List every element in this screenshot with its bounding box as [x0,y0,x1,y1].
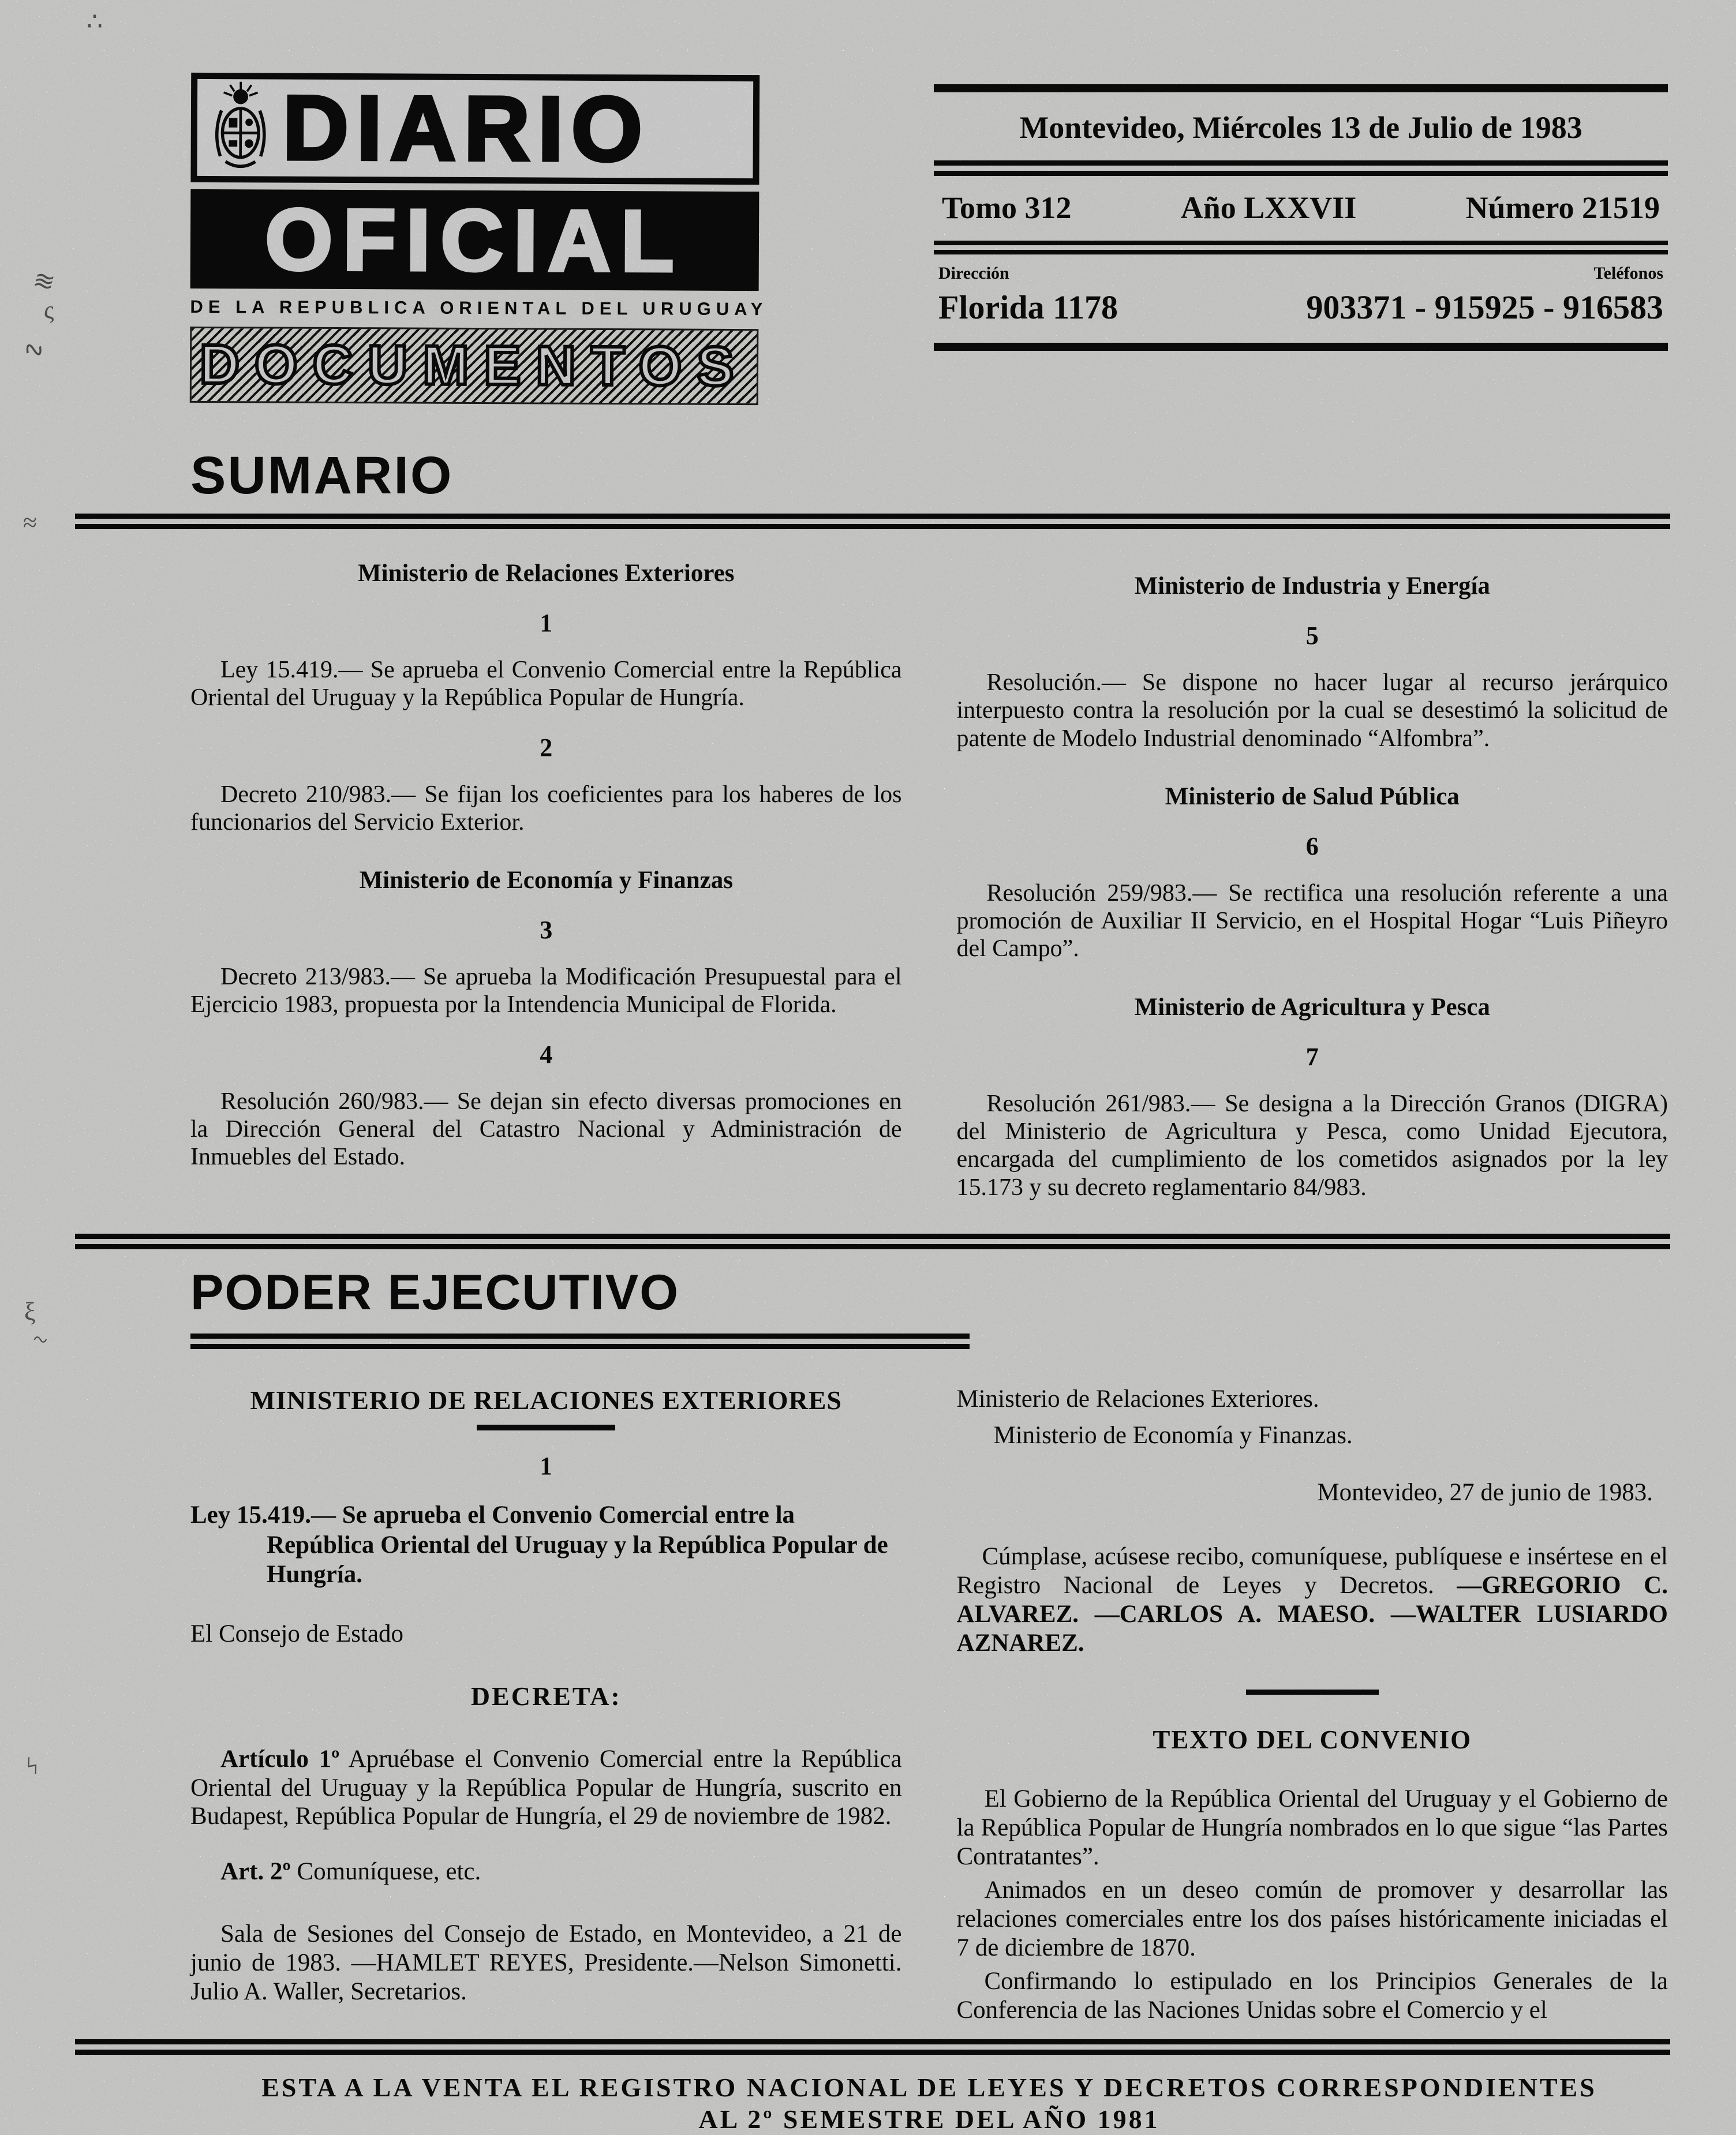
item-number: 1 [190,1451,902,1481]
scan-smudge: ≋ [30,264,58,298]
cumplase-paragraph [957,1542,1668,1658]
sumario-title: SUMARIO [190,449,1668,502]
poder-ejecutivo-title: PODER EJECUTIVO [190,1268,1668,1317]
sumario-entry: Resolución 261/983.— Se designa a la Dirección Granos (DIGRA) del Ministerio de Agricultura y Pesca, como Unidad Ejecutora, encargada del cumplimiento de los cometidos asignados por la ley 15.173 y su decreto reglamentario 84/983. [957,1090,1668,1201]
item-number: 2 [190,733,902,762]
articulo-2 [190,1857,902,1886]
telefonos-label: Teléfonos [1593,264,1663,283]
documentos-banner [190,327,759,405]
divider-rule [1246,1690,1379,1695]
direccion-value: Florida 1178 [938,288,1118,327]
heading-underline [477,1425,615,1430]
numero-value: Número 21519 [1466,190,1660,226]
sumario-entry: Decreto 210/983.— Se fijan los coeficientes para los haberes de los funcionarios del Servicio Exterior. [190,781,902,837]
articulo-2-text: Comuníquese, etc. [291,1858,481,1885]
sumario-entry: Ley 15.419.— Se aprueba el Convenio Comercial entre la República Oriental del Uruguay y la República Popular de Hungría. [190,656,902,712]
ministry-heading: Ministerio de Salud Pública [957,782,1668,811]
scan-smudge: ~ [29,1324,51,1356]
ministry-heading: Ministerio de Relaciones Exteriores [190,559,902,587]
item-number: 3 [190,915,902,945]
ministry-line-2: Ministerio de Economía y Finanzas. [957,1421,1668,1449]
articulo-2-lead: Art. 2º [220,1858,291,1885]
poder-columns [190,1385,1668,2025]
direccion-label: Dirección [938,264,1009,283]
ministry-section-heading: MINISTERIO DE RELACIONES EXTERIORES [190,1385,902,1415]
divider-rule [934,84,1668,92]
issue-dateline: Montevideo, Miércoles 13 de Julio de 1983 [934,110,1668,145]
ministry-line-1: Ministerio de Relaciones Exteriores. [957,1385,1668,1413]
sumario-divider [75,514,1670,529]
masthead-logo-block [190,73,760,405]
item-number: 1 [190,608,902,638]
divider-rule [934,160,1668,176]
divider-rule [934,241,1668,254]
poder-left-column [190,1385,902,2025]
convenio-paragraph-2: Animados en un deseo común de promover y desarrollar las relaciones comerciales entre los dos países históricamente iniciadas el 7 de diciembre de 1870. [957,1876,1668,1962]
oficial-title: OFICIAL [265,196,684,284]
consejo-line: El Consejo de Estado [190,1620,902,1649]
issue-labels-row [934,254,1668,283]
convenio-paragraph-1: El Gobierno de la República Oriental del Uruguay y el Gobierno de la República Popular de Hungría nombrados en lo que sigue “las Partes Contratantes”. [957,1785,1668,1871]
item-number: 7 [957,1042,1668,1072]
scan-smudge: ∿ [18,332,48,367]
tomo-value: Tomo 312 [942,190,1072,226]
documentos-title: DOCUMENTOS [200,337,749,395]
scan-smudge: ξ [24,1297,36,1327]
dateline: Montevideo, 27 de junio de 1983. [957,1478,1668,1507]
footer-rule [75,2039,1670,2055]
footer-line-2: AL 2º SEMESTRE DEL AÑO 1981 [190,2104,1668,2135]
signers: —GREGORIO C. ALVAREZ. —CARLOS A. MAESO. —WALTER LUSIARDO AZNAREZ. [957,1572,1668,1657]
sumario-right-column [957,559,1668,1201]
section-divider-half [190,1334,970,1349]
convenio-paragraph-3: Confirmando lo estipulado en los Principios Generales de la Conferencia de las Naciones Unidas sobre el Comercio y el [957,1967,1668,2025]
texto-convenio-heading: TEXTO DEL CONVENIO [957,1725,1668,1755]
telefonos-value: 903371 - 915925 - 916583 [1306,288,1663,327]
masthead [190,74,1668,404]
issue-values-row [934,283,1668,343]
issue-info [934,84,1668,351]
ministry-heading: Ministerio de Industria y Energía [957,572,1668,600]
item-number: 6 [957,831,1668,861]
sumario-entry: Resolución 259/983.— Se rectifica una resolución referente a una promoción de Auxiliar II Servicio, en el Hospital Hogar “Luis Piñeyro del Campo”. [957,879,1668,963]
item-number: 4 [190,1040,902,1069]
poder-right-column [957,1385,1668,2025]
articulo-1-text: Apruébase el Convenio Comercial entre la República Oriental del Uruguay y la República Popular de Hungría, suscrito en Budapest, República Popular de Hungría, el 29 de noviembre de 1982. [190,1746,902,1830]
ministry-heading: Ministerio de Agricultura y Pesca [957,993,1668,1021]
divider-rule [934,343,1668,351]
footer [190,2072,1668,2135]
sumario-left-column [190,559,902,1201]
scan-smudge: ϟ [24,1751,40,1782]
footer-line-1: ESTA A LA VENTA EL REGISTRO NACIONAL DE LEYES Y DECRETOS CORRESPONDIENTES [190,2072,1668,2103]
diario-title: DIARIO [282,83,650,175]
sala-paragraph: Sala de Sesiones del Consejo de Estado, en Montevideo, a 21 de junio de 1983. —HAMLET REYES, Presidente.—Nelson Simonetti. Julio A. Waller, Secretarios. [190,1920,902,2006]
articulo-1 [190,1745,902,1831]
law-heading: Ley 15.419.— Se aprueba el Convenio Comercial entre la República Oriental del Uruguay y la República Popular de Hungría. [190,1500,902,1590]
oficial-logo-box [190,189,760,291]
cumplase-text: Cúmplase, acúsese recibo, comuníquese, publíquese e insértese en el Registro Nacional de Leyes y Decretos. [957,1543,1668,1599]
issue-volume-row [934,176,1668,241]
sumario-columns [190,559,1668,1201]
section-divider [75,1234,1670,1249]
sumario-entry: Resolución 260/983.— Se dejan sin efecto diversas promociones en la Dirección General del Catastro Nacional y Administración de Inmuebles del Estado. [190,1088,902,1171]
scan-smudge: ≈ [23,508,37,537]
anio-value: Año LXXVII [1181,190,1357,226]
sumario-entry: Resolución.— Se dispone no hacer lugar al recurso jerárquico interpuesto contra la resolución por la cual se desestimó la solicitud de patente de Modelo Industrial denominado “Alfombra”. [957,669,1668,752]
scan-smudge: ∴ [87,7,103,36]
ministry-heading: Ministerio de Economía y Finanzas [190,866,902,894]
coat-of-arms-icon [206,81,275,174]
scan-smudge: ς [44,295,54,325]
sumario-entry: Decreto 213/983.— Se aprueba la Modificación Presupuestal para el Ejercicio 1983, propuesta por la Intendencia Municipal de Florida. [190,963,902,1019]
item-number: 5 [957,621,1668,650]
decreta-heading: DECRETA: [190,1681,902,1711]
masthead-subtitle: DE LA REPUBLICA ORIENTAL DEL URUGUAY [190,297,758,320]
diario-logo-box [190,73,760,185]
articulo-1-lead: Artículo 1º [220,1746,339,1773]
